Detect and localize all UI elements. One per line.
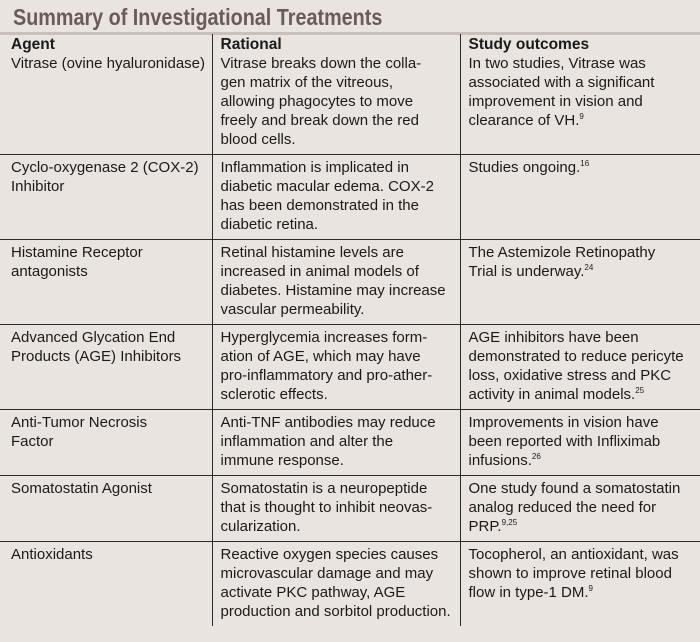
cell-text-line: pro-inflammatory and pro-ather- xyxy=(220,367,433,384)
reference-superscript: 9,25 xyxy=(501,518,518,527)
cell-text-line: antagonists xyxy=(11,263,88,280)
cell-text-line: Tocopherol, an antioxidant, was xyxy=(468,546,679,563)
cell-text-line: Studies ongoing. xyxy=(468,159,581,176)
cell-text-line: gen matrix of the vitreous, xyxy=(220,74,394,91)
outcome-cell xyxy=(460,54,700,155)
cell-text-line: Antioxidants xyxy=(11,546,93,563)
reference-superscript: 16 xyxy=(580,159,590,168)
rational-cell xyxy=(212,410,460,476)
cell-text-line: activate PKC pathway, AGE xyxy=(220,584,406,601)
agent-cell xyxy=(0,542,212,627)
cell-text-line: associated with a significant xyxy=(468,74,655,91)
cell-text-line: sclerotic effects. xyxy=(220,386,328,403)
rational-cell xyxy=(212,542,460,627)
cell-text-line: ation of AGE, which may have xyxy=(220,348,421,365)
cell-text-line: immune response. xyxy=(220,452,344,469)
agent-cell xyxy=(0,325,212,410)
agent-cell xyxy=(0,410,212,476)
table-header-row xyxy=(0,34,700,54)
cell-text-line: PRP. xyxy=(468,518,502,535)
outcome-cell xyxy=(460,240,700,325)
header-agent: Agent xyxy=(11,36,55,53)
cell-text-line: flow in type-1 DM. xyxy=(468,584,589,601)
agent-cell xyxy=(0,240,212,325)
cell-text-line: Hyperglycemia increases form- xyxy=(220,329,428,346)
table-row xyxy=(0,410,700,476)
cell-text-line: Retinal histamine levels are xyxy=(220,244,404,261)
table-row xyxy=(0,476,700,542)
reference-superscript: 9 xyxy=(588,584,593,593)
cell-text-line: increased in animal models of xyxy=(220,263,419,280)
cell-text-line: Improvements in vision have xyxy=(468,414,659,431)
cell-text-line: microvascular damage and may xyxy=(220,565,434,582)
treatments-table xyxy=(0,34,700,626)
table-body xyxy=(0,54,700,626)
cell-text-line: Reactive oxygen species causes xyxy=(220,546,439,563)
cell-text-line: allowing phagocytes to move xyxy=(220,93,414,110)
cell-text-line: Inflammation is implicated in xyxy=(220,159,409,176)
cell-text-line: improvement in vision and xyxy=(468,93,643,110)
cell-text-line: Somatostatin is a neuropeptide xyxy=(220,480,428,497)
cell-text-line: The Astemizole Retinopathy xyxy=(468,244,656,261)
cell-text-line: demonstrated to reduce pericyte xyxy=(468,348,684,365)
cell-text-line: diabetic macular edema. COX-2 xyxy=(220,178,434,195)
outcome-cell xyxy=(460,155,700,240)
cell-text-line: diabetes. Histamine may increase xyxy=(220,282,446,299)
cell-text-line: production and sorbitol production. xyxy=(220,603,451,620)
cell-text-line: Histamine Receptor xyxy=(11,244,143,261)
header-rational: Rational xyxy=(212,34,460,54)
rational-cell xyxy=(212,240,460,325)
cell-text-line: has been demonstrated in the xyxy=(220,197,419,214)
cell-text-line: Factor xyxy=(11,433,54,450)
rational-cell xyxy=(212,155,460,240)
cell-text-line: cularization. xyxy=(220,518,301,535)
cell-text-line: diabetic retina. xyxy=(220,216,319,233)
cell-text-line: inflammation and alter the xyxy=(220,433,394,450)
cell-text-line: One study found a somatostatin xyxy=(468,480,681,497)
table-row xyxy=(0,54,700,155)
agent-cell xyxy=(0,54,212,155)
cell-text-line: analog reduced the need for xyxy=(468,499,657,516)
table-row xyxy=(0,240,700,325)
cell-text-line: Anti-Tumor Necrosis xyxy=(11,414,148,431)
outcome-cell xyxy=(460,476,700,542)
cell-text-line: Cyclo-oxygenase 2 (COX-2) xyxy=(11,159,199,176)
page-title: Summary of Investigational Treatments xyxy=(13,4,383,30)
reference-superscript: 9 xyxy=(579,112,584,121)
cell-text-line: Inhibitor xyxy=(11,178,65,195)
outcome-cell xyxy=(460,325,700,410)
reference-superscript: 25 xyxy=(635,386,645,395)
cell-text-line: Trial is underway. xyxy=(468,263,585,280)
reference-superscript: 24 xyxy=(584,263,594,272)
cell-text-line: shown to improve retinal blood xyxy=(468,565,672,582)
table-row xyxy=(0,155,700,240)
cell-text-line: AGE inhibitors have been xyxy=(468,329,639,346)
cell-text-line: clearance of VH. xyxy=(468,112,580,129)
header-study-outcomes: Study outcomes xyxy=(460,34,700,54)
cell-text-line: vascular permeability. xyxy=(220,301,365,318)
cell-text-line: Vitrase breaks down the colla- xyxy=(220,55,422,72)
table-row xyxy=(0,325,700,410)
table-row xyxy=(0,542,700,627)
cell-text-line: that is thought to inhibit neovas- xyxy=(220,499,433,516)
rational-cell xyxy=(212,325,460,410)
cell-text-line: blood cells. xyxy=(220,131,296,148)
cell-text-line: Products (AGE) Inhibitors xyxy=(11,348,182,365)
cell-text-line: infusions. xyxy=(468,452,532,469)
cell-text-line: freely and break down the red xyxy=(220,112,419,129)
outcome-cell xyxy=(460,410,700,476)
cell-text-line: Advanced Glycation End xyxy=(11,329,176,346)
cell-text-line: activity in animal models. xyxy=(468,386,636,403)
outcome-cell xyxy=(460,542,700,627)
reference-superscript: 26 xyxy=(531,452,541,461)
cell-text-line: In two studies, Vitrase was xyxy=(468,55,646,72)
rational-cell xyxy=(212,476,460,542)
cell-text-line: Anti-TNF antibodies may reduce xyxy=(220,414,436,431)
cell-text-line: been reported with Infliximab xyxy=(468,433,661,450)
cell-text-line: Somatostatin Agonist xyxy=(11,480,152,497)
agent-cell xyxy=(0,155,212,240)
cell-text-line: Vitrase (ovine hyaluronidase) xyxy=(11,55,205,72)
cell-text-line: loss, oxidative stress and PKC xyxy=(468,367,672,384)
agent-cell xyxy=(0,476,212,542)
rational-cell xyxy=(212,54,460,155)
